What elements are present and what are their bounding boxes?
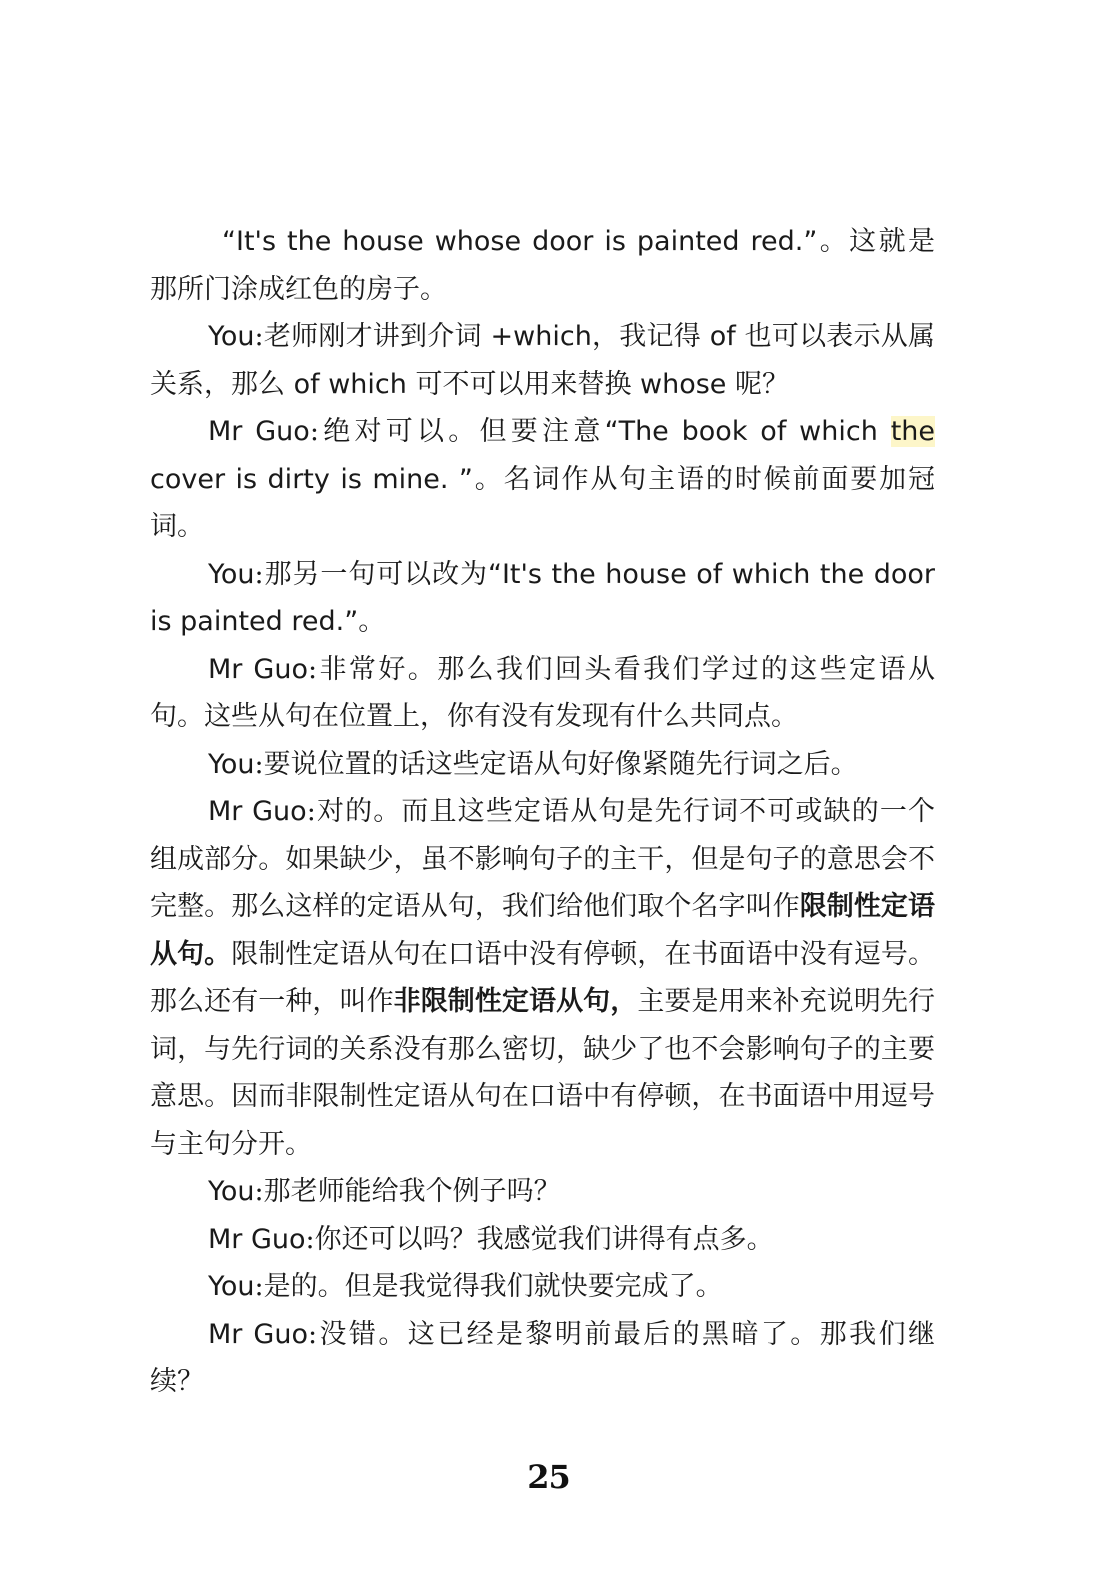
speaker-separator: :	[306, 796, 316, 827]
speaker-separator: :	[254, 321, 264, 352]
speaker-label: Mr Guo	[208, 1318, 308, 1350]
speaker-separator: :	[307, 1318, 318, 1350]
speaker-label: Mr Guo	[208, 1223, 306, 1255]
paragraph-text: 那另一句可以改为	[263, 558, 488, 590]
paragraph-text: 你还可以吗？我感觉我们讲得有点多。	[314, 1223, 774, 1255]
speaker-label: You	[208, 1271, 255, 1302]
english-term: of	[709, 321, 736, 352]
paragraph-text: 。名词作从句主语的时候前面要加冠词。	[150, 463, 936, 542]
paragraph-2	[150, 313, 935, 408]
bold-term: 非限制性定语从句，	[393, 986, 638, 1017]
paragraph-text: 没错。这已经是黎明前最后的黑暗了。那我们继续？	[150, 1318, 935, 1397]
speaker-separator: :	[307, 653, 318, 685]
paragraph-text: 老师刚才讲到介词	[263, 321, 491, 352]
speaker-label: You	[208, 321, 255, 352]
paragraph-text: 那老师能给我个例子吗？	[263, 1176, 561, 1207]
paragraph-11	[150, 1311, 935, 1406]
speaker-separator: :	[254, 748, 264, 780]
paragraph-1	[150, 218, 935, 313]
english-quote: cover is dirty is mine. ”	[150, 463, 473, 495]
speaker-separator: :	[254, 1271, 264, 1302]
page-body	[150, 218, 935, 1406]
english-quote: “The book of which	[604, 416, 891, 447]
paragraph-text: 是的。但是我觉得我们就快要完成了。	[263, 1271, 723, 1302]
paragraph-7	[150, 788, 935, 1168]
page-number: 25	[527, 1458, 570, 1496]
paragraph-6	[150, 741, 935, 789]
bold-term: 限制性定语从句。	[150, 891, 936, 970]
speaker-label: Mr Guo	[208, 416, 310, 447]
paragraph-text: 主要是用来补充说明先行词，与先行词的关系没有那么密切，缺少了也不会影响句子的主要意思。因而非限制性定语从句在口语中有停顿，在书面语中用逗号与主句分开。	[150, 986, 936, 1160]
english-quote: “It's the house whose door is painted red.”	[222, 226, 818, 257]
paragraph-10	[150, 1263, 935, 1311]
english-term: whose	[640, 368, 727, 400]
speaker-separator: :	[254, 1176, 264, 1207]
speaker-label: Mr Guo	[208, 796, 307, 827]
speaker-separator: :	[305, 1223, 315, 1255]
paragraph-9	[150, 1216, 935, 1264]
paragraph-text: 。	[358, 606, 386, 637]
paragraph-text: 要说位置的话这些定语从句好像紧随先行词之后。	[263, 748, 858, 780]
paragraph-text: 绝对可以。但要注意	[318, 416, 605, 447]
paragraph-text: 非常好。那么我们回头看我们学过的这些定语从句。这些从句在位置上，你有没有发现有什么共同点。	[150, 653, 935, 732]
speaker-label: You	[208, 558, 255, 590]
speaker-label: Mr Guo	[208, 653, 308, 685]
paragraph-text: 可不可以用来替换	[406, 368, 641, 400]
speaker-separator: :	[254, 558, 264, 590]
english-quote: “It's the house of which the door is painted red.”	[150, 558, 935, 637]
paragraph-3	[150, 408, 935, 551]
paragraph-5	[150, 646, 935, 741]
highlighted-word: the	[890, 416, 935, 447]
paragraph-text: 呢？	[726, 368, 790, 400]
speaker-separator: :	[309, 416, 319, 447]
paragraph-4	[150, 551, 935, 646]
paragraph-text: 。这就是那所门涂成红色的房子。	[150, 226, 935, 305]
english-term: +which	[490, 321, 592, 352]
paragraph-text: 也可以表示从属关系，那么	[150, 321, 935, 400]
speaker-label: You	[208, 748, 255, 780]
paragraph-8	[150, 1168, 935, 1216]
speaker-label: You	[208, 1176, 255, 1207]
paragraph-text: ，我记得	[591, 321, 710, 352]
paragraph-text: 对的。而且这些定语从句是先行词不可或缺的一个组成部分。如果缺少，虽不影响句子的主干，但是句子的意思会不完整。那么这样的定语从句，我们给他们取个名字叫作	[150, 796, 935, 922]
english-term: of which	[293, 368, 407, 400]
paragraph-text: 限制性定语从句在口语中没有停顿，在书面语中没有逗号。那么还有一种，叫作	[150, 938, 936, 1017]
